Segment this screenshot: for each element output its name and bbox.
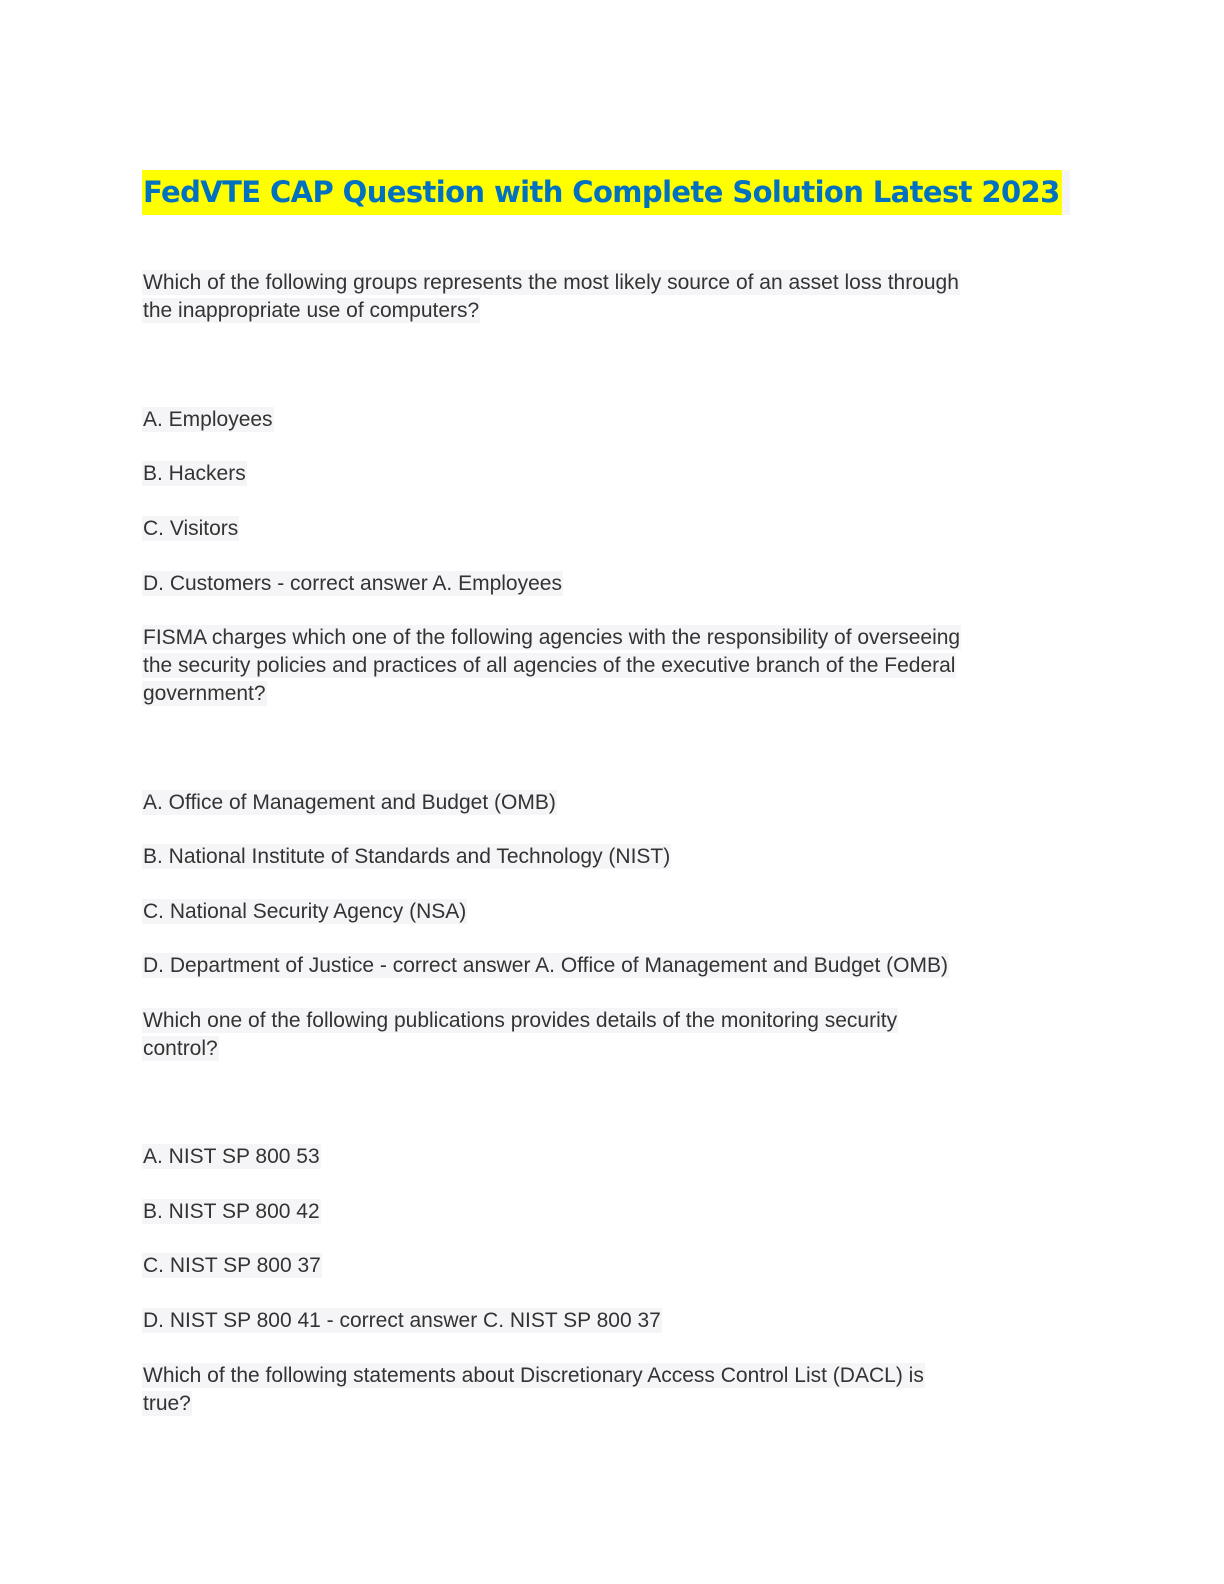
question-1-stem-line-2: the inappropriate use of computers? <box>143 299 480 322</box>
question-3-option-c: C. NIST SP 800 37 <box>143 1254 321 1277</box>
question-2-option-a: A. Office of Management and Budget (OMB) <box>143 791 556 814</box>
question-2-option-c: C. National Security Agency (NSA) <box>143 900 467 923</box>
question-1-option-b: B. Hackers <box>143 462 246 485</box>
question-2-stem-line-2: the security policies and practices of all agencies of the executive branch of the Federal <box>143 654 956 677</box>
question-2-option-b: B. National Institute of Standards and Technology (NIST) <box>143 845 671 868</box>
question-4-stem-line-2: true? <box>143 1392 191 1415</box>
question-3-stem-line-2: control? <box>143 1037 218 1060</box>
question-1-stem-line-1: Which of the following groups represents the most likely source of an asset loss through <box>143 271 959 294</box>
document-title: FedVTE CAP Question with Complete Solution Latest 2023 <box>142 170 1062 215</box>
question-1-option-c: C. Visitors <box>143 517 239 540</box>
question-2-option-d: D. Department of Justice - correct answer A. Office of Management and Budget (OMB) <box>143 954 948 977</box>
question-3-option-b: B. NIST SP 800 42 <box>143 1200 320 1223</box>
question-2-stem-line-1: FISMA charges which one of the following agencies with the responsibility of overseeing <box>143 626 961 649</box>
question-3-stem-line-1: Which one of the following publications provides details of the monitoring security <box>143 1009 898 1032</box>
question-1-option-a: A. Employees <box>143 408 273 431</box>
question-1-option-d: D. Customers - correct answer A. Employees <box>143 572 562 595</box>
question-2-stem-line-3: government? <box>143 682 266 705</box>
question-4-stem-line-1: Which of the following statements about Discretionary Access Control List (DACL) is <box>143 1364 924 1387</box>
question-3-option-d: D. NIST SP 800 41 - correct answer C. NIST SP 800 37 <box>143 1309 661 1332</box>
question-3-option-a: A. NIST SP 800 53 <box>143 1145 320 1168</box>
